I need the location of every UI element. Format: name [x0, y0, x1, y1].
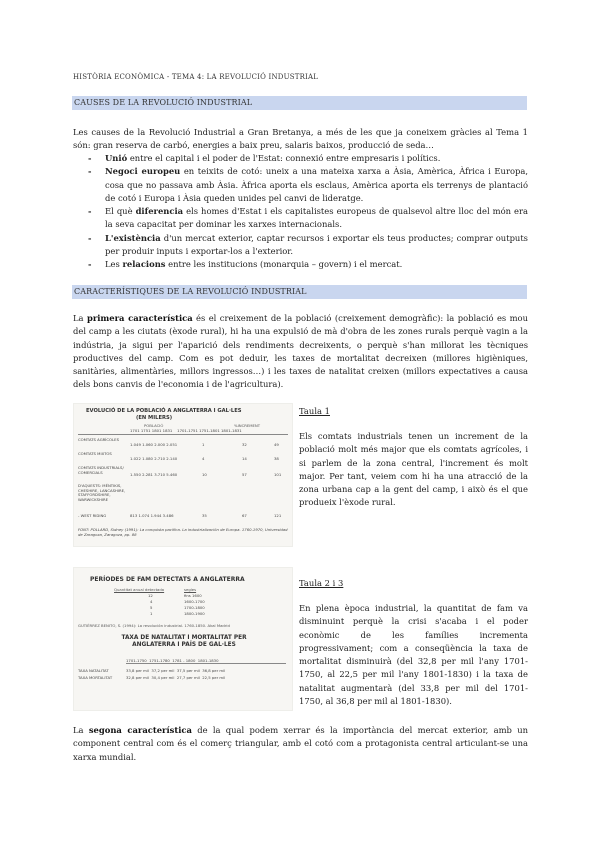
section-characteristics-title: CARACTERÍSTIQUES DE LA REVOLUCIÓ INDUSTRIAL: [74, 287, 307, 296]
figure1-column-headers: [130, 428, 242, 433]
list-item: - Les relacions entre les institucions (monarquia – govern) i el mercat.: [88, 258, 528, 271]
figure1-row-label: - WEST RIDING: [78, 513, 107, 518]
page-header: HISTÒRIA ECONÒMICA - TEMA 4: LA REVOLUCIÓ INDUSTRIAL: [73, 73, 319, 81]
first-characteristic-paragraph: La primera característica és el creixement de la població (creixement demogràfic): la població es mou del camp a les ciutats (èxode rural), hi ha una expulsió de mà d'obra de les zones rurals perquè vagin a la indústria, ja sigui per l'aparició dels rendiments decreixents, o perquè s'han millorat les tècniques productives del camp. Com es pot deduir, les taxes de mortalitat decreixen (millores higièniques, sanitàries, alimentàries, millors ingressos…) i les taxes de natalitat creixen (millors expectatives a causa dels bons canvis de l'economia i de l'agricultura).: [73, 313, 528, 390]
figure3-rule: [126, 663, 286, 664]
figure3-title: TAXA DE NATALITAT I MORTALITAT PER ANGLATERRA I PAÍS DE GAL·LES: [121, 635, 247, 648]
table-row: 38: [274, 456, 279, 461]
table-row: 1.022 1.080 2.710 2.140: [130, 456, 178, 461]
list-item: - Negoci europeu en teixits de cotó: uneix a una mateixa xarxa a Àsia, Amèrica, Àfrica i Europa, cosa que no passava amb Àsia. Àfrica aporta els esclaus, Amèrica aporta els terrenys de plantació de cotó i Europa i Àsia queden unides pel canvi de lideratge.: [88, 165, 528, 205]
figure2-col-quantity: Quantitat anual detectada: [114, 587, 165, 592]
figure3-row-label: TAXA MORTALITAT: [78, 675, 113, 680]
table-row: 32,8 per mil 30,4 per mil 27,7 per mil 22,5 per mil: [126, 675, 226, 680]
figure1-col-group-increment: %INCREMENT: [234, 423, 261, 428]
table-row: 1.049 1.060 2.000 2.051: [130, 442, 178, 447]
figure2-cell: 4: [150, 599, 153, 604]
table-row: 32: [242, 442, 247, 447]
figure2-cell: 12: [148, 593, 153, 598]
section-causes-title: CAUSES DE LA REVOLUCIÓ INDUSTRIAL: [74, 98, 253, 107]
figure1-col: 1831: [162, 428, 173, 433]
figure1-row-label: COMTATS INDUSTRIALS/ COMERCIALS: [78, 465, 124, 475]
figure1-rule: [78, 434, 288, 435]
figure1-col: 1801: [151, 428, 162, 433]
figure3-row-label: TAXA NATALITAT: [78, 668, 109, 673]
figure1-source: FONT: POLLARD, Sidney (1991): La conquista pacífica. La industrialización de Europa. 1760-1970, Universidad de Zaragoza, Zaragoza, pp. 88: [78, 527, 288, 537]
table-row: 67: [242, 513, 247, 518]
figure1-col: 1751: [140, 428, 151, 433]
figure1-row-label: D'AQUESTS: MÉNTIKIS, CHESHIRE, LANCASHIRE, STAFFORDSHIRE, WARWICKSHIRE: [78, 483, 126, 502]
table-row: 35: [202, 513, 207, 518]
taula23-label: Taula 2 i 3: [299, 578, 344, 588]
figure2-cell: 1600-1700: [184, 599, 205, 604]
figure2-cell: fins 1600: [184, 593, 202, 598]
table-row: 14: [242, 456, 247, 461]
figure1-col: 1751-1801: [199, 428, 220, 433]
table-row: 813 1.074 1.944 3.486: [130, 513, 174, 518]
figure1-subtitle: (EN MILERS): [136, 415, 173, 421]
figure1-col: 1801-1831: [221, 428, 242, 433]
table-row: 121: [274, 513, 282, 518]
table-row: 10: [202, 472, 207, 477]
famine-rates-table-image: [73, 567, 293, 711]
table-row: 57: [242, 472, 247, 477]
table-row: 1.550 2.281 3.710 5.460: [130, 472, 178, 477]
figure2-source: GUTIÉRREZ BENITO, S. (1994): La revolución industrial. 1760-1850. Akal Madrid: [78, 623, 230, 628]
table-row: 1: [202, 442, 205, 447]
figure1-title: EVOLUCIÓ DE LA POBLACIÓ A ANGLATERRA I GAL·LES: [86, 408, 242, 414]
list-item: - L'existència d'un mercat exterior, captar recursos i exportar els teus productes; comprar outputs per produir inputs i exportar-los a l'exterior.: [88, 232, 528, 259]
figure1-row-label: COMTATS AGRÍCOLES: [78, 437, 119, 442]
table-row: 4: [202, 456, 205, 461]
population-table-image: [73, 403, 293, 547]
causes-intro: Les causes de la Revolució Industrial a Gran Bretanya, a més de les que ja coneixem gràcies al Tema 1 són: gran reserva de carbó, energies a baix preu, salaris baixos, producció de seda…: [73, 127, 528, 151]
figure3-period-headers: 1701-1750 1751-1780 1781 - 1800 1801-1830: [126, 658, 219, 663]
figure2-title: PERÍODES DE FAM DETECTATS A ANGLATERRA: [90, 576, 245, 583]
taula23-text: En plena època industrial, la quantitat de fam va disminuint perquè la crisi s'acaba i el poder econòmic de les famílies incrementa progressivament; com a conseqüència la taxa de mortalitat disminuirà (del 32,8 per mil l'any 1701-1750, al 22,5 per mil l'any 1801-1830) i la taxa de natalitat augmentarà (del 33,8 per mil del 1701-1750, al 36,8 per mil al 1801-1830).: [299, 603, 528, 707]
figure2-cell: 1800-1900: [184, 611, 205, 616]
list-item: - Unió entre el capital i el poder de l'Estat: connexió entre empresaris i polítics.: [88, 152, 528, 165]
list-item: - El què diferencia els homes d'Estat i els capitalistes europeus de qualsevol altre lloc del món era la seva capacitat per dominar les xarxes internacionals.: [88, 205, 528, 232]
table-row: 101: [274, 472, 282, 477]
table-row: 33,8 per mil 37,2 per mil 37,5 per mil 36,8 per mil: [126, 668, 226, 673]
figure2-cell: 1700-1800: [184, 605, 205, 610]
causes-list: [88, 152, 528, 272]
figure1-row-label: COMTATS MIXTOS: [78, 451, 112, 456]
figure2-cell: 1: [150, 611, 153, 616]
figure1-col-group-population: POBLACIÓ: [144, 423, 164, 428]
figure2-col-period: segles: [184, 587, 197, 592]
figure1-col: 1701: [130, 428, 140, 433]
figure1-col: 1701-1751: [177, 428, 198, 433]
figure2-cell: 5: [150, 605, 153, 610]
table-row: 49: [274, 442, 279, 447]
taula1-text: Els comtats industrials tenen un increment de la població molt més major que els comtats agrícoles, i si parlem de la zona central, l'increment és molt major. Per tant, veiem com hi ha una atracció de la zona urbana cap a la gent del camp, i això és el que produeix l'èxode rural.: [299, 431, 528, 508]
taula1-label: Taula 1: [299, 406, 330, 416]
second-characteristic-paragraph: La segona característica de la qual podem xerrar és la importància del mercat exterior, amb un component central com és el comerç triangular, amb el cotó com a protagonista central articulant-se una xarxa mundial.: [73, 725, 528, 762]
